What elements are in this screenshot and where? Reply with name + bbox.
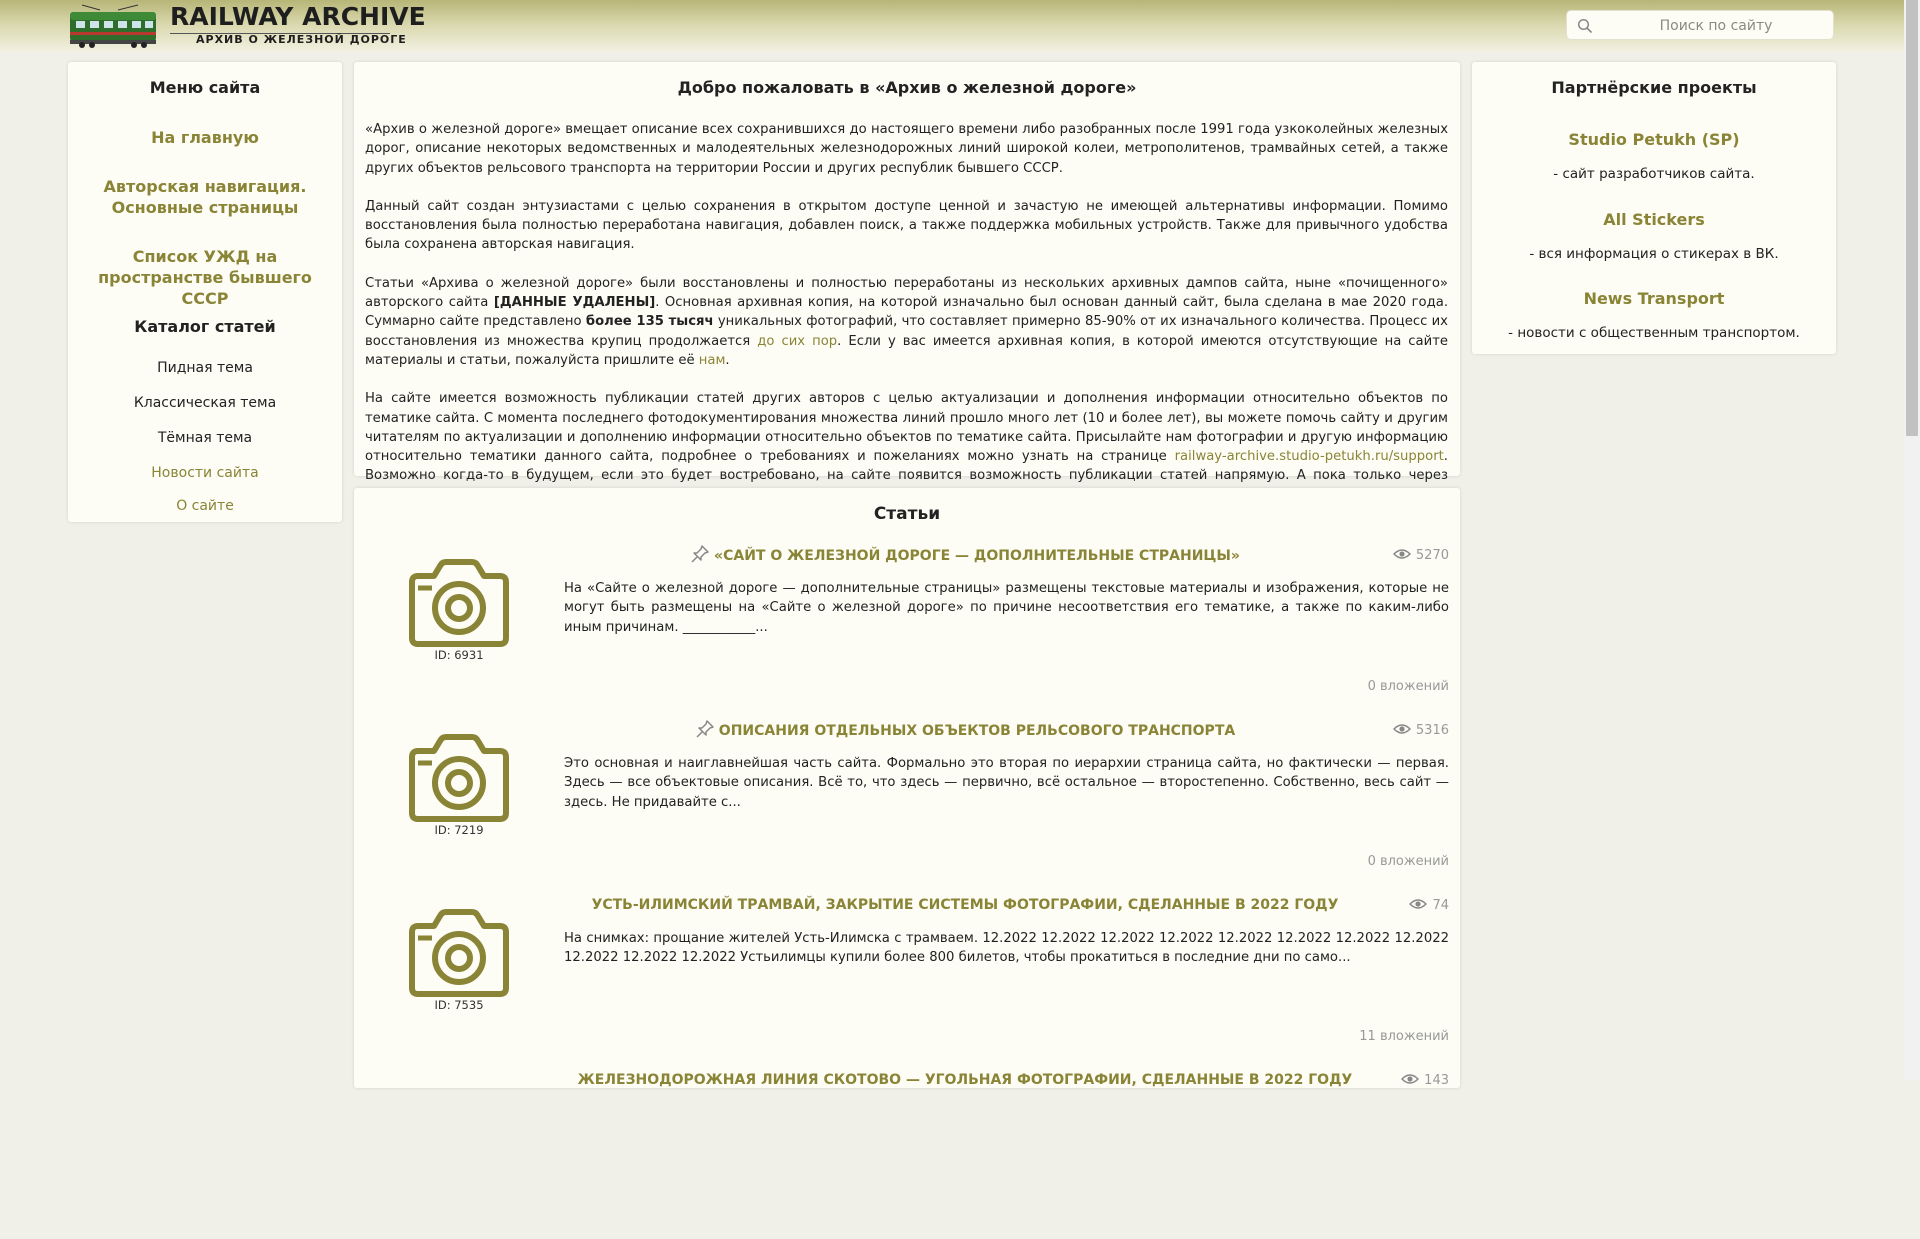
partner-link-studio-petukh[interactable]: Studio Petukh (SP) — [1568, 130, 1740, 149]
catalog-item-theme-dark[interactable]: Тёмная тема — [157, 430, 253, 446]
article-item — [354, 719, 1460, 889]
article-item — [354, 544, 1460, 714]
article-excerpt: На «Сайте о железной дороге — дополнительные страницы» размещены текстовые материалы и изображения, которые не могут быть размещены на «Сайте о железной дороге» по причине несоответствия его тематике, а также по каким-либо иным причинам. ___________... — [564, 581, 1449, 635]
views-count: 5270 — [1415, 548, 1449, 563]
attachments-count: 0 вложений — [1367, 679, 1449, 694]
scrollbar-thumb[interactable] — [1906, 0, 1918, 436]
site-logo[interactable] — [68, 2, 426, 50]
article-excerpt: Это основная и наиглавнейшая часть сайта. Формально это вторая по иерархии страница сайта, но фактически — первая. Здесь — все объектовые описания. Всё то, что здесь — первично, всё остальное — второстепенно. Собственно, весь сайт — здесь. Не придавайте с... — [564, 756, 1449, 810]
search-input[interactable] — [1601, 11, 1831, 41]
intro-p3-text-b: . Основная архивная копия, на которой изначально был основан данный сайт, была сделана в мае 2020 года. Суммарно сайте представлено — [365, 295, 1449, 330]
views-counter — [1393, 719, 1449, 743]
article-item — [354, 1069, 1460, 1239]
intro-p3-text-d: . Если у вас имеется архивная копия, в которой имеются отсутствующие на сайте материалы и статьи, пожалуйста пришлите её — [365, 333, 1448, 368]
article-title-link[interactable]: «САЙТ О ЖЕЛЕЗНОЙ ДОРОГЕ — ДОПОЛНИТЕЛЬНЫЕ СТРАНИЦЫ» — [714, 548, 1240, 564]
article-title-link[interactable]: ОПИСАНИЯ ОТДЕЛЬНЫХ ОБЪЕКТОВ РЕЛЬСОВОГО ТРАНСПОРТА — [718, 723, 1236, 739]
site-menu-title: Меню сайта — [149, 78, 261, 97]
logo-title: RAILWAY ARCHIVE — [170, 2, 426, 31]
article-title-row — [564, 1069, 1366, 1093]
intro-paragraph-1: «Архив о железной дороге» вмещает описание всех сохранившихся до настоящего времени либо разобранных после 1991 года узкоколейных железных дорог, описание некоторых ведомственных и малодеятельных железнодорожных линий широкой колеи, метрополитенов, трамвайных сетей, а также других объектов рельсового транспорта на территории России и других республик бывшего СССР. — [365, 122, 1448, 176]
partner-link-all-stickers[interactable]: All Stickers — [1603, 210, 1705, 229]
partner-desc-studio-petukh: - сайт разработчиков сайта. — [1553, 166, 1755, 182]
article-excerpt: На снимках: прощание жителей Усть-Илимска с трамваем. 12.2022 12.2022 12.2022 12.2022 12.2022 12.2022 12.2022 12.2022 12.2022 12.2022 12.2022 Устьилимцы купили более 800 билетов, чтобы прокатиться в последние дни по само... — [564, 931, 1449, 966]
attachments-count: 0 вложений — [1367, 854, 1449, 869]
partner-link-news-transport[interactable]: News Transport — [1583, 289, 1725, 308]
intro-p4-text-a: На сайте имеется возможность публикации статей других авторов с целью актуализации и дополнения информации относительно объектов по тематике сайта. С момента последнего фотодокументирования множества линий прошло много лет (10 и более лет), вы можете помочь сайту и другим читателям по актуализации и дополнению информации относительно объектов по тематике сайта. Присылайте нам фотографии и другую информацию относительно тематики данного сайта, подробнее о требованиях и пожеланиях можно узнать на странице — [365, 391, 1448, 465]
attachments-count: 11 вложений — [1359, 1029, 1449, 1044]
menu-link-narrow-gauge-list[interactable]: Список УЖД на пространстве бывшего СССР — [98, 247, 312, 308]
link-contact-us[interactable]: нам — [698, 352, 726, 368]
views-count: 143 — [1424, 1073, 1449, 1088]
article-id: ID: 7535 — [434, 998, 484, 1012]
catalog-item-news[interactable]: Новости сайта — [151, 465, 259, 481]
link-support-page[interactable]: railway-archive.studio-petukh.ru/support — [1174, 449, 1444, 465]
intro-p3-bold-removed: [ДАННЫЕ УДАЛЕНЫ] — [493, 295, 656, 311]
partner-desc-all-stickers: - вся информация о стикерах в ВК. — [1529, 246, 1779, 262]
welcome-text — [365, 120, 1448, 524]
article-id: ID: 6931 — [434, 648, 484, 662]
views-count: 5316 — [1415, 723, 1449, 738]
article-item — [354, 894, 1460, 1064]
articles-title: Статьи — [873, 504, 941, 524]
eye-icon — [1409, 898, 1427, 910]
article-title-row — [564, 894, 1366, 918]
pin-icon — [695, 719, 715, 739]
intro-p3-text-a: Статьи «Архива о железной дороге» были восстановлены и полностью переработаны из нескольких архивных дампов сайта, ныне «почищенного» авторского сайта — [365, 275, 1448, 311]
welcome-title: Добро пожаловать в «Архив о железной дороге» — [677, 78, 1137, 97]
partner-desc-news-transport: - новости с общественным транспортом. — [1508, 325, 1800, 341]
intro-paragraph-3 — [365, 274, 1448, 370]
camera-icon[interactable] — [404, 731, 514, 823]
eye-icon — [1401, 1073, 1419, 1085]
views-counter — [1401, 1069, 1449, 1093]
link-still-ongoing[interactable]: до сих пор — [757, 333, 838, 349]
partners-title: Партнёрские проекты — [1551, 78, 1757, 97]
intro-p3-bold-count: более 135 тысяч — [585, 314, 714, 330]
intro-p4-text-b: . Возможно когда-то в будущем, если это будет востребовано, на сайте появится возможность публикации статей напрямую. А пока только через — [365, 449, 1448, 484]
catalog-title: Каталог статей — [134, 317, 276, 336]
partners-panel — [1472, 62, 1836, 354]
article-title-row — [564, 719, 1366, 743]
menu-link-author-navigation[interactable]: Авторская навигация. Основные страницы — [103, 177, 307, 217]
camera-icon[interactable] — [404, 556, 514, 648]
menu-link-home[interactable]: На главную — [151, 128, 259, 147]
article-id: ID: 7219 — [434, 823, 484, 837]
catalog-item-about[interactable]: О сайте — [176, 498, 234, 514]
welcome-panel — [354, 62, 1460, 484]
logo-subtitle: АРХИВ О ЖЕЛЕЗНОЙ ДОРОГЕ — [196, 33, 407, 46]
site-menu-panel — [68, 62, 342, 522]
eye-icon — [1393, 723, 1411, 735]
camera-icon[interactable] — [404, 906, 514, 998]
search-box — [1566, 10, 1834, 40]
intro-p3-text-e: . — [725, 352, 730, 368]
article-title-link[interactable]: ЖЕЛЕЗНОДОРОЖНАЯ ЛИНИЯ СКОТОВО — УГОЛЬНАЯ ФОТОГРАФИИ, СДЕЛАННЫЕ В 2022 ГОДУ — [577, 1072, 1353, 1088]
intro-p3-text-c: уникальных фотографий, что составляет примерно 85-90% от их изначального количества. Процесс их восстановления из множества крупиц продолжается — [365, 314, 1448, 349]
train-logo-icon — [68, 2, 158, 50]
search-icon[interactable] — [1577, 18, 1593, 34]
catalog-item-theme-classic[interactable]: Классическая тема — [133, 395, 277, 411]
eye-icon — [1393, 548, 1411, 560]
site-header — [0, 0, 1904, 52]
catalog-item-theme-pid[interactable]: Пидная тема — [157, 360, 253, 376]
articles-panel — [354, 488, 1460, 1088]
pin-icon — [690, 544, 710, 564]
views-counter — [1409, 894, 1449, 918]
article-title-row — [564, 544, 1366, 568]
views-count: 74 — [1432, 898, 1449, 913]
intro-paragraph-2: Данный сайт создан энтузиастами с целью сохранения в открытом доступе ценной и зачастую не имеющей альтернативы информации. Помимо восстановления была полностью переработана навигация, добавлен поиск, а также поддержка мобильных устройств. Также для привычного удобства была сохранена авторская навигация. — [365, 198, 1448, 253]
article-title-link[interactable]: УСТЬ-ИЛИМСКИЙ ТРАМВАЙ, ЗАКРЫТИЕ СИСТЕМЫ ФОТОГРАФИИ, СДЕЛАННЫЕ В 2022 ГОДУ — [591, 897, 1339, 913]
views-counter — [1393, 544, 1449, 568]
